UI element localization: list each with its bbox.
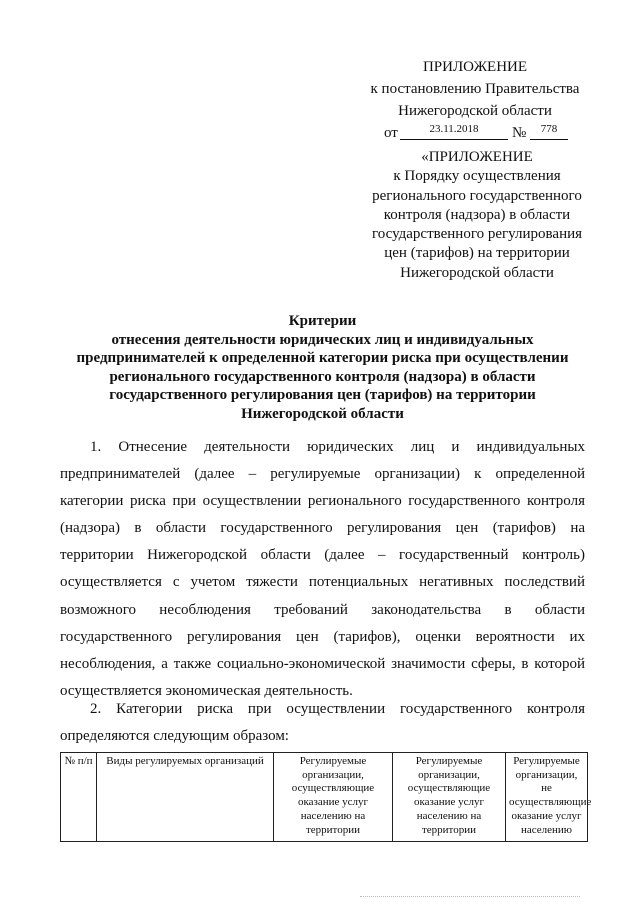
decree-date: 23.11.2018 <box>400 123 508 140</box>
decree-number: 778 <box>530 123 568 140</box>
table-header-col-4: Регулируемые организации, осуществляющие оказание услуг населению на территории <box>393 753 506 842</box>
table-header-number: № п/п <box>61 753 97 842</box>
criteria-title <box>60 312 585 423</box>
table-header-org-types: Виды регулируемых организаций <box>97 753 274 842</box>
from-label: от <box>384 125 398 141</box>
appendix-title: ПРИЛОЖЕНИЕ <box>422 59 528 75</box>
paragraph-2: 2. Категории риска при осуществлении государственного контроля определяются следующим образом: <box>60 701 585 745</box>
appendix2-line: государственного регулирования <box>371 226 583 243</box>
appendix2-line: к Порядку осуществления <box>393 168 561 185</box>
appendix-line-1: к постановлению Правительства <box>370 81 580 97</box>
table-header-row <box>61 753 588 842</box>
appendix2-title: «ПРИЛОЖЕНИЕ <box>421 149 533 165</box>
number-label: № <box>512 125 527 141</box>
criteria-title-line: Нижегородской области <box>241 405 404 422</box>
criteria-title-line: регионального государственного контроля (надзора) в области <box>109 368 536 385</box>
appendix2-line: регионального государственного <box>372 187 582 204</box>
criteria-title-line: государственного регулирования цен (тарифов) на территории <box>109 387 536 403</box>
risk-category-table <box>60 752 592 842</box>
appendix-procedure-header <box>362 148 592 283</box>
appendix-date-line <box>360 122 590 144</box>
criteria-title-line: предпринимателей к определенной категории риска при осуществлении <box>76 350 569 366</box>
appendix-line-2: Нижегородской области <box>398 103 552 119</box>
criteria-title-line: Критерии <box>288 313 357 329</box>
paragraph-1: 1. Отнесение деятельности юридических лиц и индивидуальных предпринимателей (далее – регулируемые организации) к определенной категории риска при осуществлении регионального государственного контроля (надзора) в области государственного регулирования цен (тарифов) на территории Нижегородской области (далее – государственный контроль) осуществляется с учетом тяжести потенциальных негативных последствий возможного несоблюдения требований законодательства в области государственного регулирования цен (тарифов), оценки вероятности их несоблюдения, а также социально-экономической значимости сферы, в которой осуществляется экономическая деятельность. <box>60 439 585 699</box>
table-header-col-5: Регулируемые организации, не осуществляющие оказание услуг населению <box>506 753 588 842</box>
criteria-title-line: отнесения деятельности юридических лиц и индивидуальных <box>111 331 534 348</box>
scan-artifact-line <box>360 896 580 900</box>
appendix2-line: Нижегородской области <box>400 264 554 281</box>
table-header-col-3: Регулируемые организации, осуществляющие оказание услуг населению на территории <box>274 753 393 842</box>
appendix2-line: контроля (надзора) в области <box>383 206 571 223</box>
appendix2-line: цен (тарифов) на территории <box>384 245 570 262</box>
appendix-header <box>360 56 590 144</box>
